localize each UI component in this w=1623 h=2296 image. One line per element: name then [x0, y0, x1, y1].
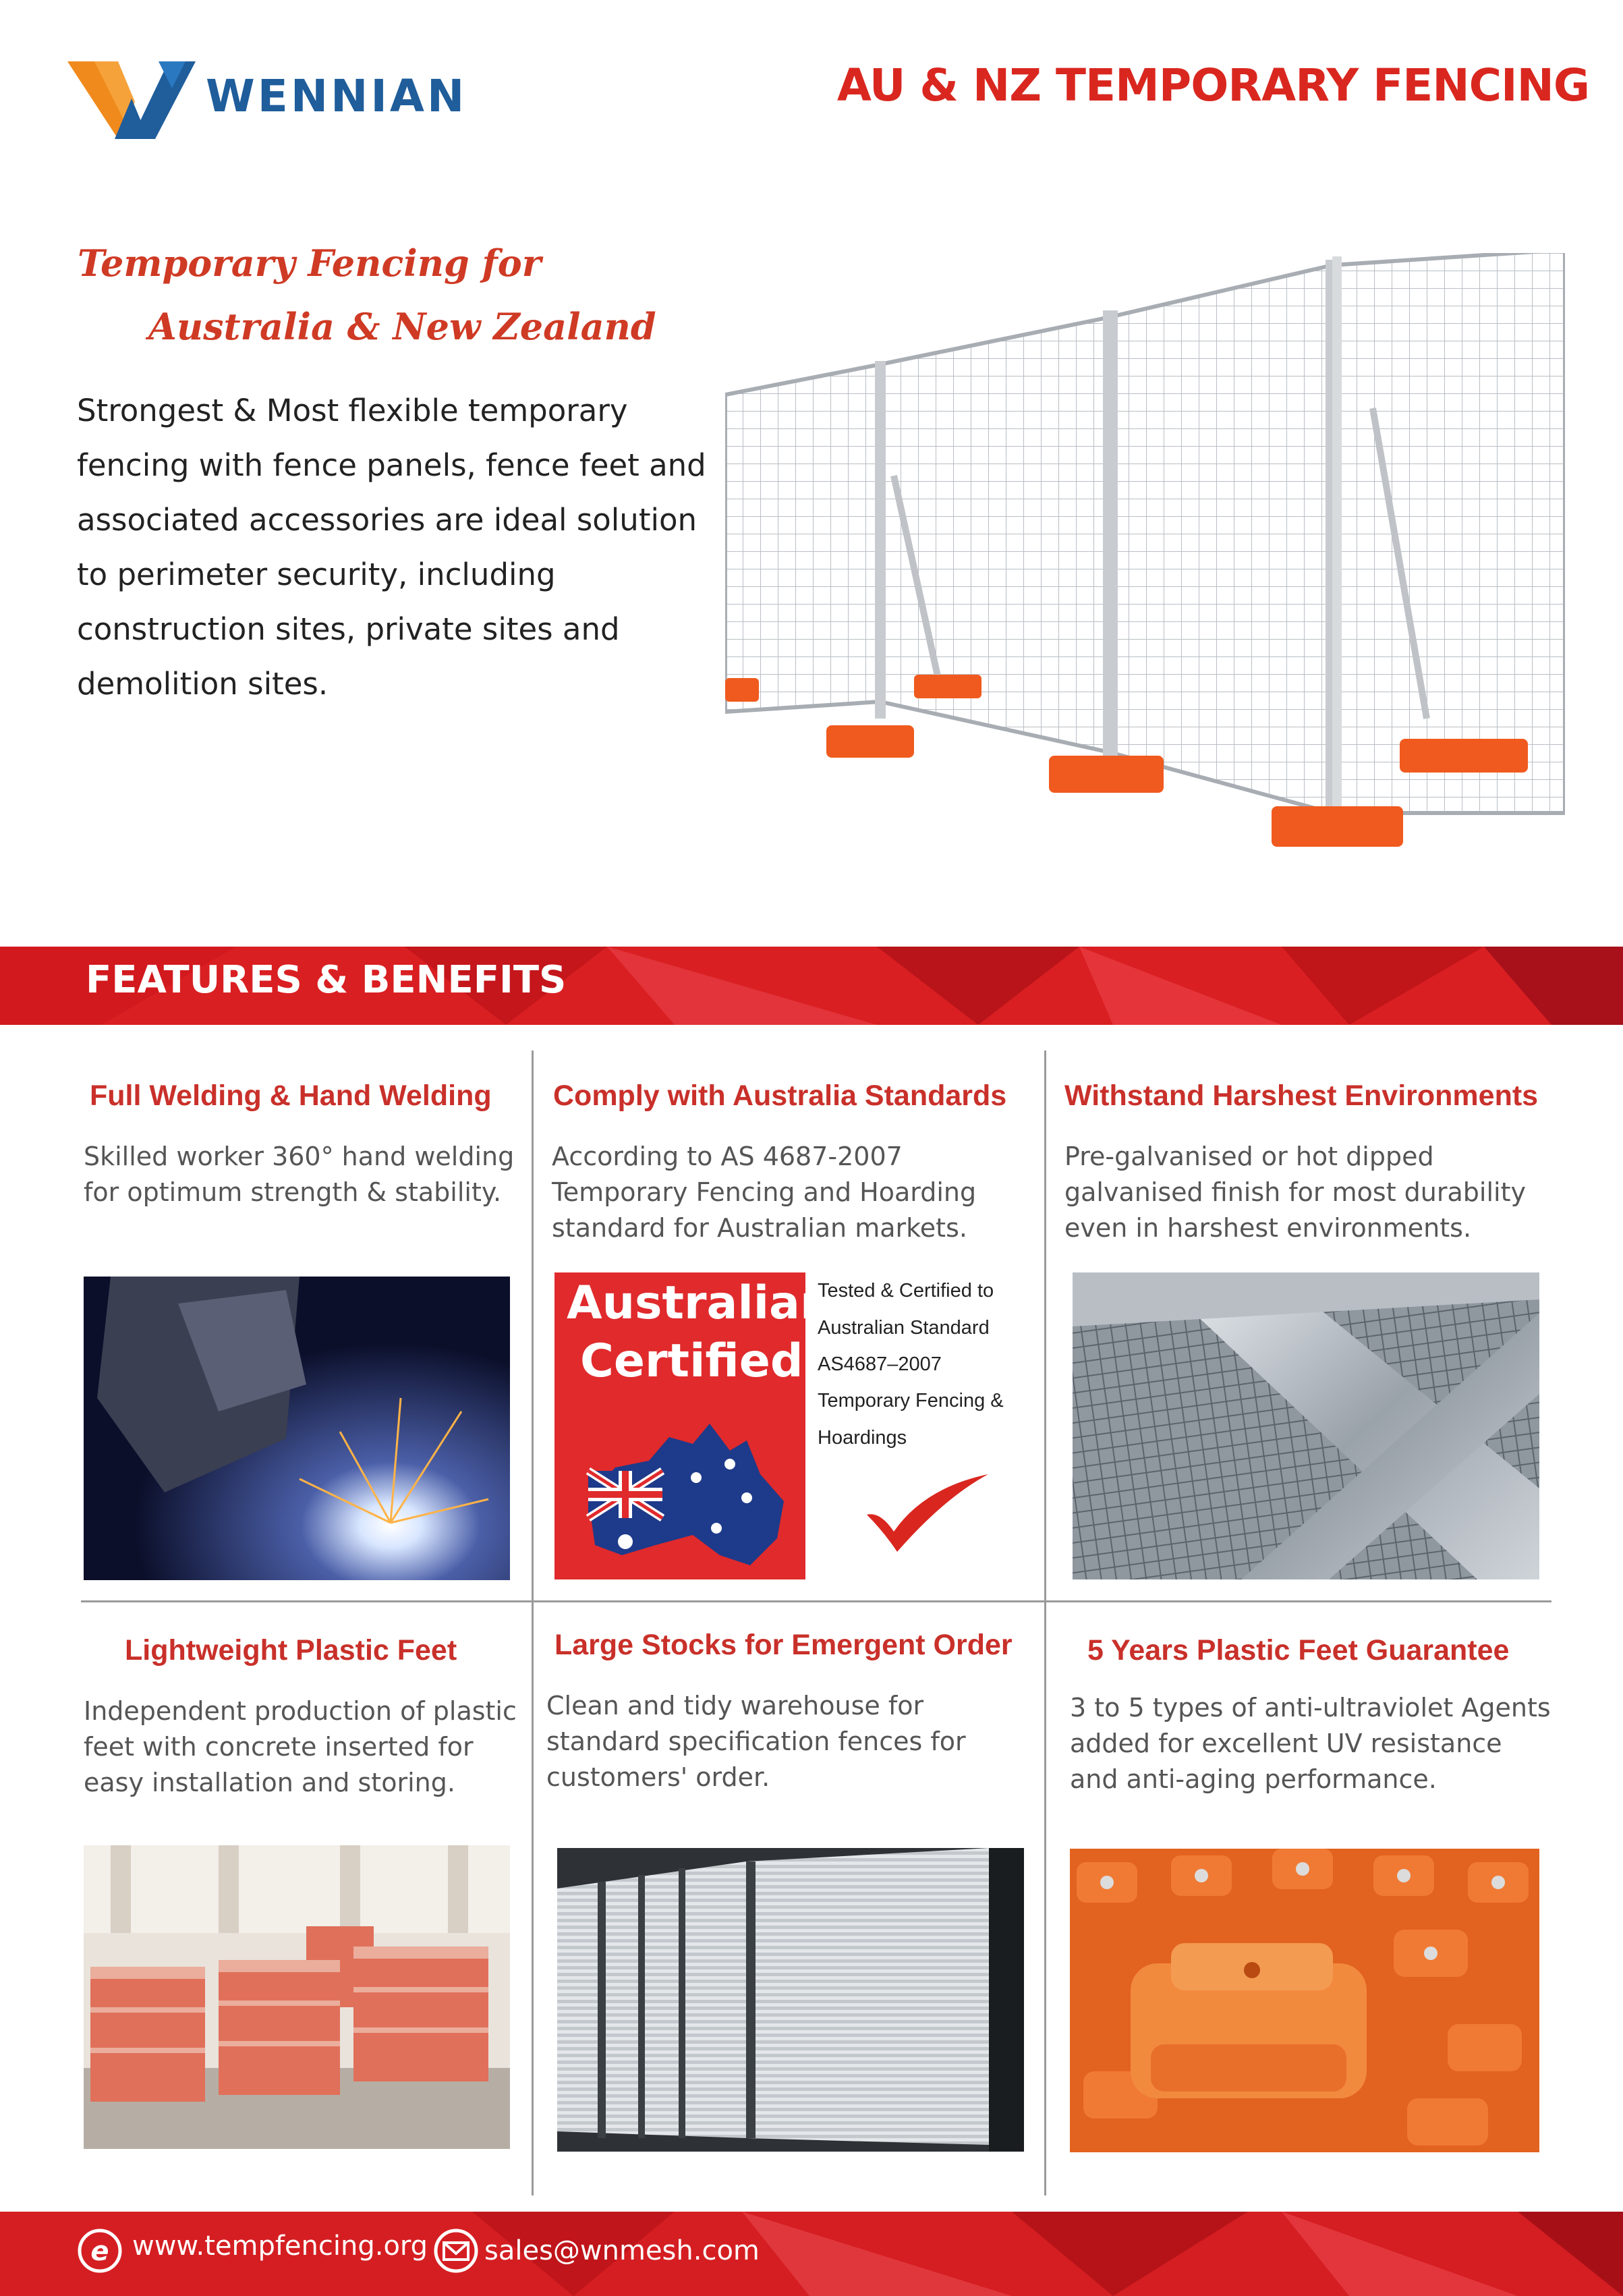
column-divider	[532, 1051, 534, 2195]
website-link[interactable]: www.tempfencing.org	[132, 2231, 428, 2262]
brand-name: WENNIAN	[206, 70, 467, 122]
hero-title-line1: Temporary Fencing for	[78, 242, 542, 285]
warehouse-feet-photo	[84, 1845, 510, 2149]
feature-description: Skilled worker 360° hand welding for optimum strength & stability.	[84, 1142, 515, 1207]
svg-text:e: e	[90, 2236, 109, 2267]
feature-description: Pre-galvanised or hot dipped galvanised finish for most durability even in harshest environments.	[1064, 1142, 1526, 1243]
checkmark-icon	[863, 1467, 992, 1555]
feature-title: Lightweight Plastic Feet	[125, 1634, 457, 1667]
hero-description: Strongest & Most flexible temporary fencing with fence panels, fence feet and associated accessories are ideal solution to perimeter security, including construction sites, private sites and demolition sites.	[77, 393, 706, 702]
cert-text-line: Tested & Certified to	[818, 1280, 994, 1301]
ie-globe-icon	[77, 2228, 123, 2274]
stacked-panels-photo	[557, 1848, 1024, 2152]
cert-text-line: Hoardings	[818, 1427, 907, 1449]
feature-title: Comply with Australia Standards	[553, 1080, 1007, 1112]
feature-description: According to AS 4687-2007 Temporary Fencing and Hoarding standard for Australian markets.	[552, 1142, 977, 1243]
header-title: AU & NZ TEMPORARY FENCING	[836, 59, 1589, 111]
email-link[interactable]: sales@wnmesh.com	[484, 2235, 760, 2266]
feature-description: Independent production of plastic feet with concrete inserted for easy installation and storing.	[84, 1696, 517, 1797]
badge-word-australian: Australian	[567, 1277, 833, 1330]
cert-text-line: AS4687–2007	[818, 1353, 942, 1375]
hero-title-line2: Australia & New Zealand	[148, 305, 656, 348]
feature-title: 5 Years Plastic Feet Guarantee	[1087, 1634, 1510, 1667]
orange-feet-photo	[1070, 1849, 1539, 2152]
column-divider	[1044, 1051, 1046, 2195]
feature-title: Large Stocks for Emergent Order	[554, 1629, 1013, 1661]
feature-description: Clean and tidy warehouse for standard specification fences for customers' order.	[546, 1691, 966, 1792]
row-divider	[81, 1600, 1551, 1602]
feature-title: Full Welding & Hand Welding	[90, 1080, 492, 1112]
feature-title: Withstand Harshest Environments	[1064, 1080, 1539, 1112]
envelope-icon	[433, 2228, 479, 2274]
australia-map-icon	[575, 1410, 791, 1575]
galvanised-pipe-photo	[1073, 1272, 1539, 1579]
feature-description: 3 to 5 types of anti-ultraviolet Agents added for excellent UV resistance and anti-aging performance.	[1070, 1693, 1551, 1794]
temporary-fence-image	[725, 253, 1565, 860]
badge-word-certified: Certified	[580, 1335, 803, 1388]
welding-photo	[84, 1277, 510, 1580]
cert-text-line: Australian Standard	[818, 1317, 990, 1339]
banner-title: FEATURES & BENEFITS	[86, 958, 567, 1002]
cert-text-line: Temporary Fencing &	[818, 1390, 1004, 1411]
